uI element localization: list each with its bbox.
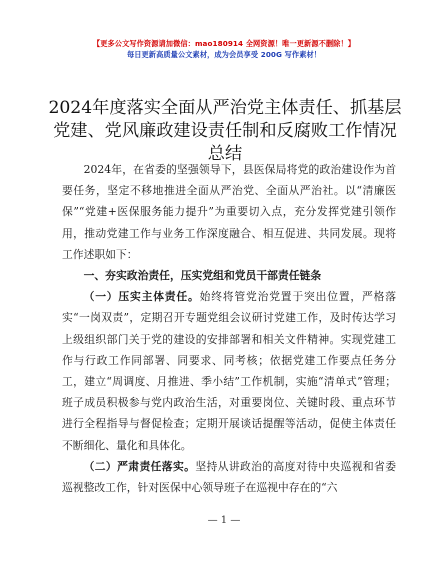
promo-banner-line2: 每日更新高质量公文素材，成为会员享受 200G 写作素材！ (126, 50, 322, 59)
subsection-label-1: （一）压实主体责任。 (83, 290, 200, 304)
subsection-paragraph-1 (62, 286, 396, 456)
document-title: 2024年度落实全面从严治党主体责任、抓基层党建、党风廉政建设责任制和反腐败工作情况总结 (48, 98, 402, 164)
promo-banner-line1: 【更多公文写作资源请加微信：mao180914 全网资源！唯一更新源不删除！】 (92, 39, 356, 48)
document-body (62, 159, 396, 498)
section-heading-1: 一、夯实政治责任，压实党组和党员干部责任链条 (83, 269, 322, 283)
subsection-text-2: 坚持从讲政治的高度对待中央巡视和省委巡视整改工作，针对医保中心领导班子在巡视中存在的“六 (62, 459, 397, 495)
subsection-label-2: （二）严肃责任落实。 (83, 459, 196, 473)
subsection-paragraph-2 (62, 456, 396, 498)
subsection-text-1: 始终将管党治党置于突出位置，严格落实“一岗双责”，定期召开专题党组会议研讨党建工作，及时传达学习上级组织部门关于党的建设的安排部署和相关文件精神。实现党建工作与行政工作同部署、同要求、同考核；依据党建工作要点任务分工，建立“周调度、月推进、季小结”工作机制，实施“清单式”管理；班子成员积极参与党内政治生活，对重要岗位、关键时段、重点环节进行全程指导与督促检查；定期开展谈话提醒等活动，促使主体责任不断细化、量化和具体化。 (62, 290, 397, 452)
page-number: — 1 — (207, 515, 241, 526)
intro-paragraph: 2024年，在省委的坚强领导下，县医保局将党的政治建设作为首要任务，坚定不移地推进全面从严治党、全面从严治社。以“清廉医保”“党建+医保服务能力提升”为重要切入点，充分发挥党建引领作用，推动党建工作与业务工作深度融合、相互促进、共同发展。现将工作述职如下： (62, 163, 396, 261)
promo-banner (0, 38, 448, 60)
